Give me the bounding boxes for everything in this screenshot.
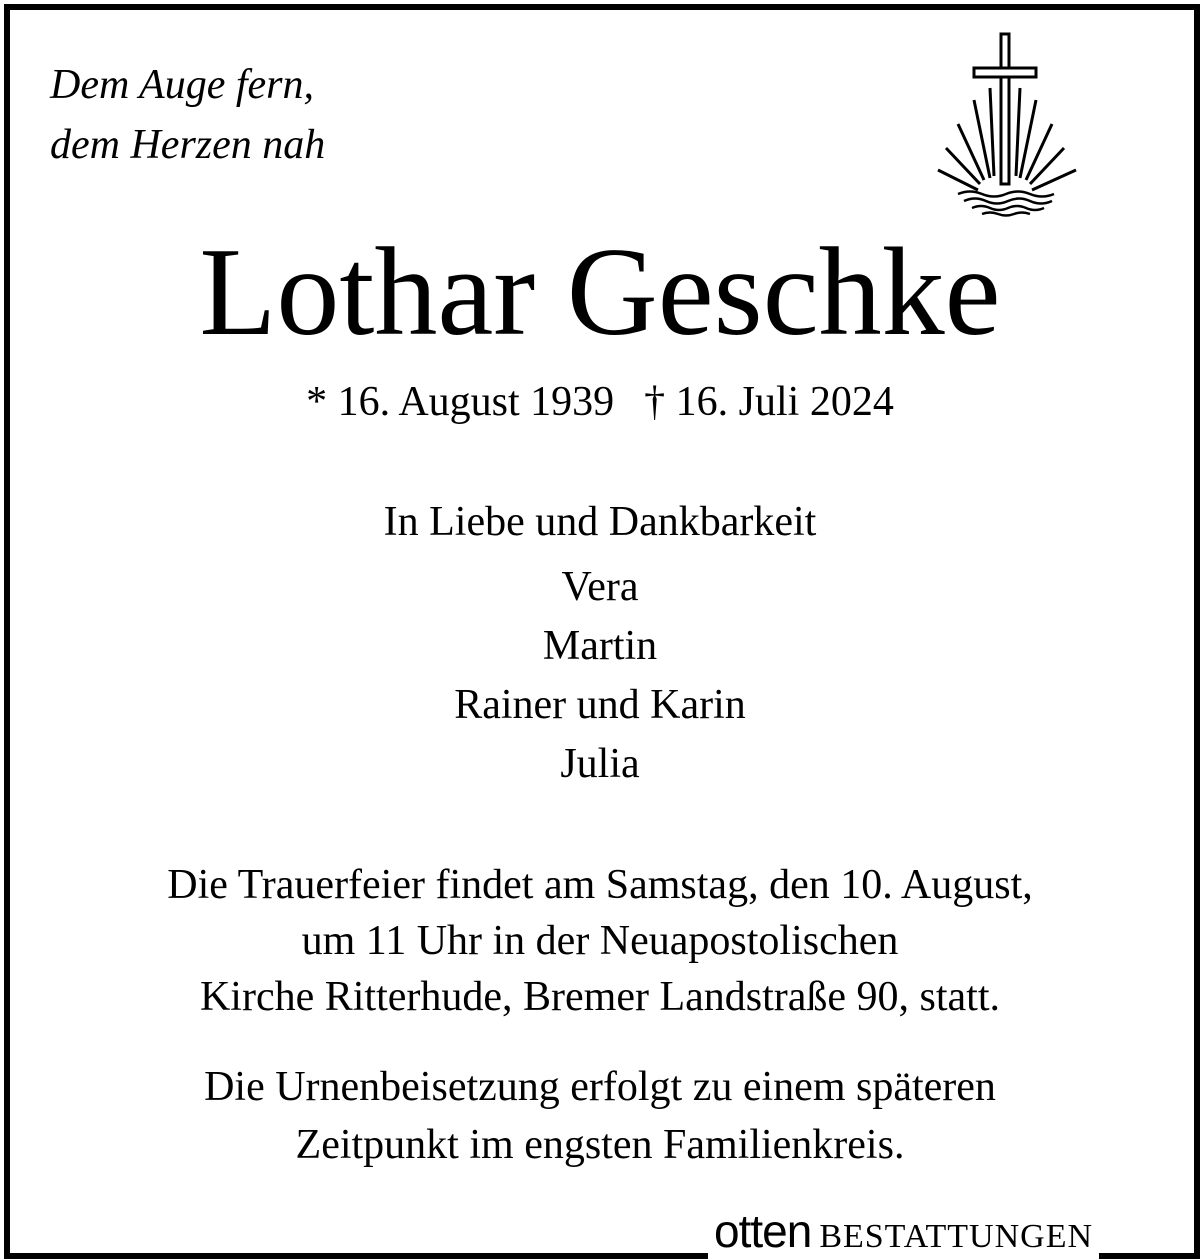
- birth-date: * 16. August 1939: [306, 379, 615, 425]
- family-member: Julia: [560, 741, 640, 787]
- urn-line: Zeitpunkt im engsten Familienkreis.: [295, 1122, 905, 1168]
- deceased-name: Lothar Geschke: [199, 223, 1001, 362]
- funeral-home-logo: [708, 1204, 1099, 1259]
- funeral-home-subtitle: BESTATTUNGEN: [819, 1218, 1094, 1255]
- urn-info: [0, 1058, 1200, 1174]
- cross-sunrise-icon: [930, 28, 1085, 218]
- death-date: † 16. Juli 2024: [644, 379, 894, 425]
- dedication: In Liebe und Dankbarkeit: [383, 499, 817, 545]
- family-list: [0, 558, 1200, 794]
- family-member: Martin: [542, 623, 658, 669]
- ceremony-info: [0, 857, 1200, 1025]
- motto-line-2: dem Herzen nah: [50, 122, 326, 168]
- urn-line: Die Urnenbeisetzung erfolgt zu einem späteren: [204, 1064, 996, 1110]
- motto-line-1: Dem Auge fern,: [50, 62, 314, 108]
- motto: [50, 55, 325, 175]
- family-member: Vera: [561, 564, 639, 610]
- funeral-home-brand: otten: [714, 1205, 812, 1257]
- ceremony-line: Kirche Ritterhude, Bremer Landstraße 90, statt.: [199, 974, 1001, 1020]
- life-dates: [0, 374, 1200, 430]
- ceremony-line: um 11 Uhr in der Neuapostolischen: [301, 918, 899, 964]
- ceremony-line: Die Trauerfeier findet am Samstag, den 10. August,: [167, 862, 1033, 908]
- family-member: Rainer und Karin: [454, 682, 746, 728]
